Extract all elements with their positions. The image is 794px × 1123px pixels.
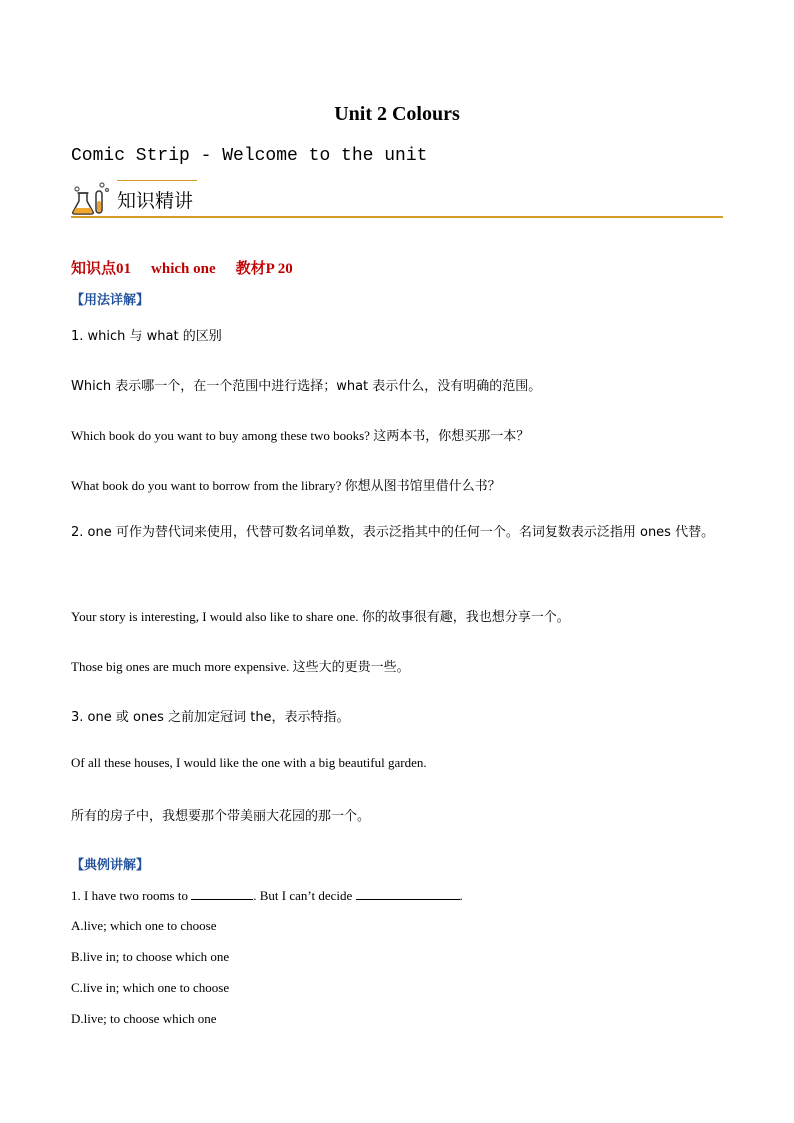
- question-text: . But I can’t decide: [253, 888, 353, 903]
- example-label: 【典例讲解】: [71, 858, 150, 873]
- knowledge-point-title: [71, 257, 293, 278]
- subtitle: Comic Strip - Welcome to the unit: [71, 146, 428, 166]
- page-title: Unit 2 Colours: [334, 103, 460, 125]
- usage-example: 所有的房子中，我想要那个带美丽大花园的那一个。: [71, 809, 371, 824]
- usage-example: Of all these houses, I would like the one with a big beautiful garden.: [71, 755, 427, 770]
- option-a: A.live; which one to choose: [71, 918, 217, 933]
- option-b: B.live in; to choose which one: [71, 949, 230, 964]
- lab-flask-icon: [71, 181, 111, 215]
- answer-blank: [356, 887, 460, 900]
- option-c: C.live in; which one to choose: [71, 980, 230, 995]
- usage-example: Those big ones are much more expensive. 这些大的更贵一些。: [71, 659, 410, 674]
- answer-blank: [191, 887, 253, 900]
- section-header: [71, 180, 723, 218]
- usage-example: What book do you want to borrow from the library? 你想从图书馆里借什么书？: [71, 478, 501, 493]
- section-header-label: 知识精讲: [117, 190, 194, 212]
- usage-line: 1. which 与 what 的区别: [71, 329, 222, 344]
- knowledge-point-number: 知识点01: [71, 261, 132, 277]
- knowledge-point-topic: which one: [151, 261, 216, 277]
- question: [71, 887, 463, 904]
- usage-line: 3. one 或 ones 之前加定冠词 the，表示特指。: [71, 710, 350, 725]
- usage-line: 2. one 可作为替代词来使用，代替可数名词单数，表示泛指其中的任何一个。名词复数表示泛指用 ones 代替。: [71, 525, 715, 540]
- usage-example: Which book do you want to buy among these two books? 这两本书，你想买那一本？: [71, 428, 530, 443]
- knowledge-point-ref: 教材P 20: [235, 261, 293, 277]
- question-text: 1. I have two rooms to: [71, 888, 188, 903]
- usage-line: Which 表示哪一个，在一个范围中进行选择；what 表示什么，没有明确的范围。: [71, 379, 542, 394]
- usage-label: 【用法详解】: [71, 293, 150, 308]
- header-top-rule: [117, 180, 197, 181]
- header-bottom-rule: [71, 216, 723, 218]
- usage-example: Your story is interesting, I would also like to share one. 你的故事很有趣，我也想分享一个。: [71, 609, 570, 624]
- option-d: D.live; to choose which one: [71, 1011, 217, 1026]
- question-text: .: [459, 888, 463, 903]
